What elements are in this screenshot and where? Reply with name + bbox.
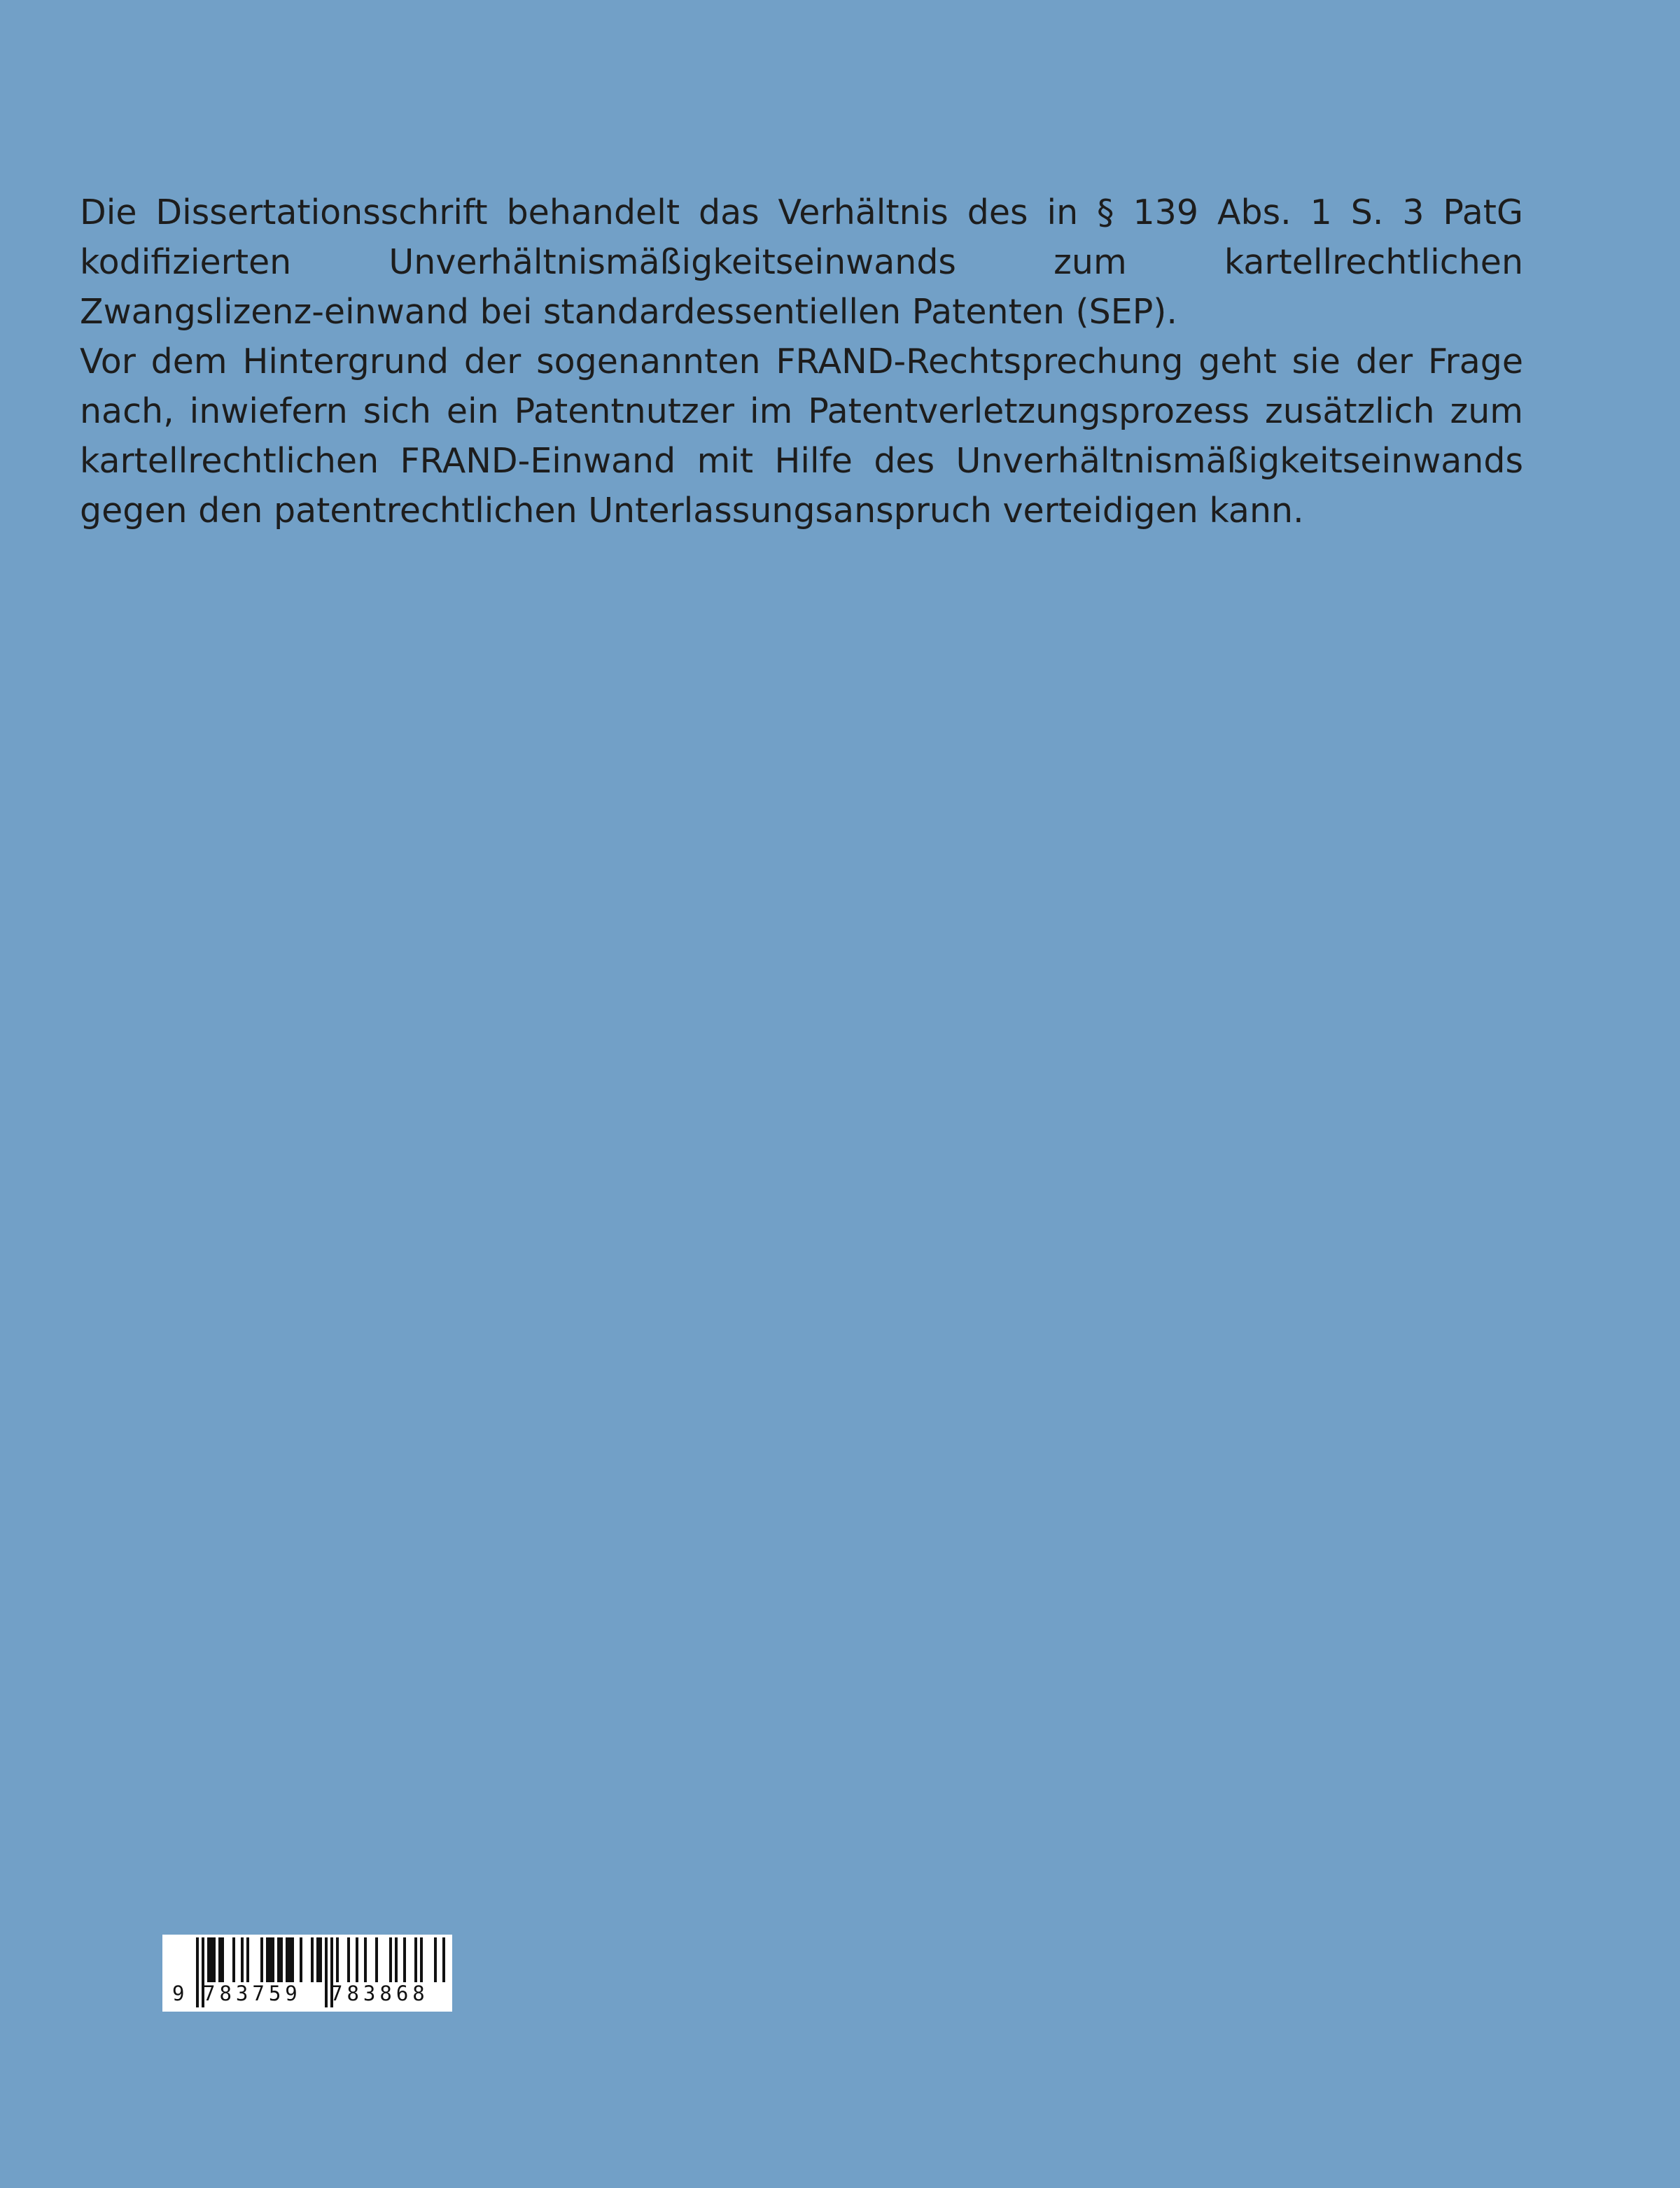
barcode-bar <box>336 1937 339 1982</box>
barcode-right-group: 783868 <box>330 1982 429 2005</box>
barcode-bar <box>356 1937 358 1982</box>
barcode-bar <box>316 1937 322 1982</box>
blurb-text <box>80 188 1523 535</box>
barcode-bar <box>311 1937 314 1982</box>
barcode-bar <box>246 1937 249 1982</box>
barcode-bar <box>364 1937 367 1982</box>
barcode-bar <box>414 1937 417 1982</box>
barcode-bar <box>347 1937 350 1982</box>
barcode-bar <box>218 1937 224 1982</box>
barcode-bar <box>266 1937 274 1982</box>
barcode-bar <box>241 1937 244 1982</box>
barcode-bar <box>375 1937 378 1982</box>
barcode-bar <box>232 1937 235 1982</box>
blurb-paragraph-1: Die Dissertationsschrift behandelt das Verhältnis des in § 139 Abs. 1 S. 3 PatG kodifizierten Unverhältnismäßigkeitseinwands zum kartellrechtlichen Zwangslizenz-einwand bei standardessentiellen Patenten (SEP). <box>80 192 1523 332</box>
barcode-lead-digit: 9 <box>172 1982 185 2005</box>
blurb-paragraph-2: Vor dem Hintergrund der sogenannten FRAND-Rechtsprechung geht sie der Frage nach, inwiefern sich ein Patentnutzer im Patentverletzungsprozess zusätzlich zum kartellrechtlichen FRAND-Einwand mit Hilfe des Unverhältnismäßigkeitseinwands gegen den patentrechtlichen Unterlassungsanspruch verteidigen kann. <box>80 342 1523 531</box>
barcode-bar <box>442 1937 445 1982</box>
barcode-bar <box>277 1937 283 1982</box>
barcode-bar <box>434 1937 437 1982</box>
barcode-bar <box>420 1937 423 1982</box>
barcode-digits <box>172 1981 447 2006</box>
barcode-bar <box>395 1937 398 1982</box>
barcode-bar <box>300 1937 302 1982</box>
barcode-left-group: 783759 <box>203 1982 302 2005</box>
barcode-bar <box>389 1937 392 1982</box>
barcode-bar <box>260 1937 263 1982</box>
barcode-bar <box>286 1937 294 1982</box>
barcode-bar <box>207 1937 216 1982</box>
barcode-bar <box>403 1937 406 1982</box>
isbn-barcode <box>162 1935 452 2012</box>
